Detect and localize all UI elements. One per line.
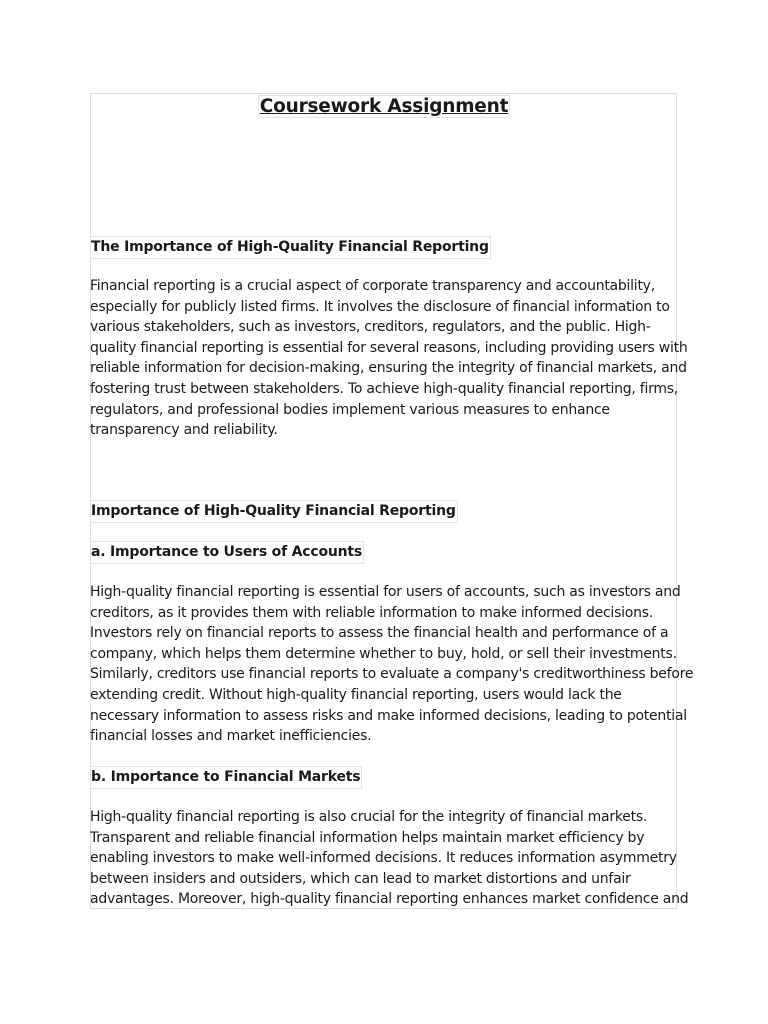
paragraph-line: Investors rely on financial reports to assess the financial health and performance of a <box>90 625 669 642</box>
paragraph-line: Financial reporting is a crucial aspect of corporate transparency and accountability, <box>90 278 655 294</box>
paragraph-line: High-quality financial reporting is essential for users of accounts, such as investors and <box>90 584 681 600</box>
paragraph-line: advantages. Moreover, high-quality financial reporting enhances market confidence and <box>90 891 689 908</box>
paragraph-line: transparency and reliability. <box>90 422 278 439</box>
paragraph-intro <box>90 276 688 441</box>
document-title-text: Coursework Assignment <box>259 96 509 117</box>
paragraph-line: High-quality financial reporting is also crucial for the integrity of financial markets. <box>90 809 648 825</box>
paragraph-users-of-accounts <box>90 582 694 747</box>
paragraph-line: Similarly, creditors use financial reports to evaluate a company's creditworthiness before <box>90 666 694 683</box>
paragraph-line: various stakeholders, such as investors, creditors, regulators, and the public. High- <box>90 319 651 336</box>
paragraph-line: company, which helps them determine whether to buy, hold, or sell their investments. <box>90 645 677 662</box>
paragraph-line: fostering trust between stakeholders. To achieve high-quality financial reporting, firms, <box>90 380 678 397</box>
paragraph-line: reliable information for decision-making, ensuring the integrity of financial markets, and <box>90 360 687 377</box>
paragraph-financial-markets <box>90 807 689 910</box>
document-title <box>0 96 768 117</box>
paragraph-line: creditors, as it provides them with reliable information to make informed decisions. <box>90 604 653 621</box>
section-heading-users-of-accounts: a. Importance to Users of Accounts <box>90 541 364 564</box>
section-heading-financial-markets: b. Importance to Financial Markets <box>90 766 362 789</box>
paragraph-line: quality financial reporting is essential for several reasons, including providing users with <box>90 339 688 356</box>
paragraph-line: financial losses and market inefficiencies. <box>90 728 372 745</box>
paragraph-line: extending credit. Without high-quality financial reporting, users would lack the <box>90 686 622 703</box>
paragraph-line: necessary information to assess risks and make informed decisions, leading to potential <box>90 707 687 724</box>
paragraph-line: Transparent and reliable financial information helps maintain market efficiency by <box>90 829 645 846</box>
paragraph-line: especially for publicly listed firms. It involves the disclosure of financial information to <box>90 298 670 315</box>
section-heading-importance-2: Importance of High-Quality Financial Reporting <box>90 500 458 523</box>
paragraph-line: enabling investors to make well-informed decisions. It reduces information asymmetry <box>90 850 677 867</box>
section-heading-importance: The Importance of High-Quality Financial Reporting <box>90 236 491 259</box>
paragraph-line: between insiders and outsiders, which can lead to market distortions and unfair <box>90 870 631 887</box>
paragraph-line: regulators, and professional bodies implement various measures to enhance <box>90 401 610 418</box>
